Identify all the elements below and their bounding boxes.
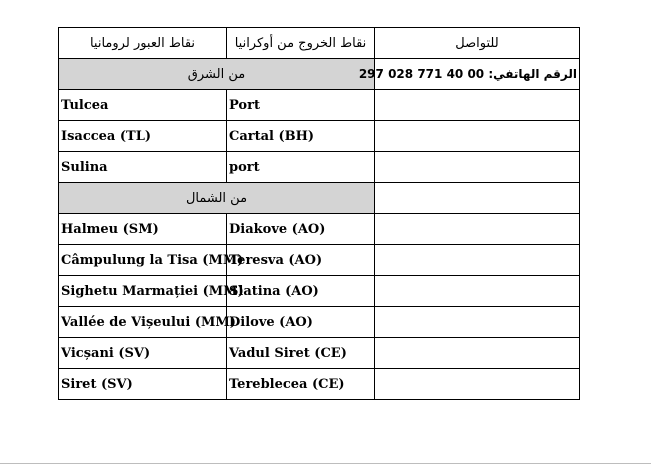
section-row-east <box>59 59 580 90</box>
table-row <box>59 276 580 307</box>
contact-phone: الرقم الهاتفي: 00 40 771 028 297 <box>375 59 580 90</box>
romania-point: Sighetu Marmației (MM) <box>59 276 227 307</box>
header-contact: للتواصل <box>375 28 580 59</box>
contact-cell <box>375 338 580 369</box>
ukraine-point: Slatina (AO) <box>227 276 375 307</box>
ukraine-point: port <box>227 152 375 183</box>
contact-cell <box>375 214 580 245</box>
table-row <box>59 245 580 276</box>
table-row <box>59 307 580 338</box>
border-crossings-table <box>58 27 580 400</box>
contact-cell <box>375 307 580 338</box>
contact-cell <box>375 245 580 276</box>
contact-cell <box>375 90 580 121</box>
table-row <box>59 121 580 152</box>
section-title-north: من الشمال <box>59 183 375 214</box>
table-row <box>59 90 580 121</box>
contact-cell <box>375 152 580 183</box>
ukraine-point: Vadul Siret (CE) <box>227 338 375 369</box>
ukraine-point: Dilove (AO) <box>227 307 375 338</box>
ukraine-point: Tereblecea (CE) <box>227 369 375 400</box>
header-ukraine: نقاط الخروج من أوكرانيا <box>227 28 375 59</box>
romania-point: Vallée de Vișeului (MM) <box>59 307 227 338</box>
ukraine-point: Diakove (AO) <box>227 214 375 245</box>
romania-point: Isaccea (TL) <box>59 121 227 152</box>
contact-cell <box>375 369 580 400</box>
romania-point: Tulcea <box>59 90 227 121</box>
romania-point: Vicșani (SV) <box>59 338 227 369</box>
section-title-east: من الشرق <box>59 59 375 90</box>
ukraine-point: Port <box>227 90 375 121</box>
contact-cell <box>375 183 580 214</box>
romania-point: Halmeu (SM) <box>59 214 227 245</box>
romania-point: Câmpulung la Tisa (MM) <box>59 245 227 276</box>
header-row <box>59 28 580 59</box>
contact-cell <box>375 121 580 152</box>
header-romania: نقاط العبور لرومانيا <box>59 28 227 59</box>
romania-point: Sulina <box>59 152 227 183</box>
page-bottom-divider <box>0 463 651 464</box>
romania-point: Siret (SV) <box>59 369 227 400</box>
contact-cell <box>375 276 580 307</box>
table-row <box>59 369 580 400</box>
ukraine-point: Cartal (BH) <box>227 121 375 152</box>
section-row-north <box>59 183 580 214</box>
ukraine-point: Teresva (AO) <box>227 245 375 276</box>
table-row <box>59 152 580 183</box>
table-row <box>59 214 580 245</box>
table-row <box>59 338 580 369</box>
